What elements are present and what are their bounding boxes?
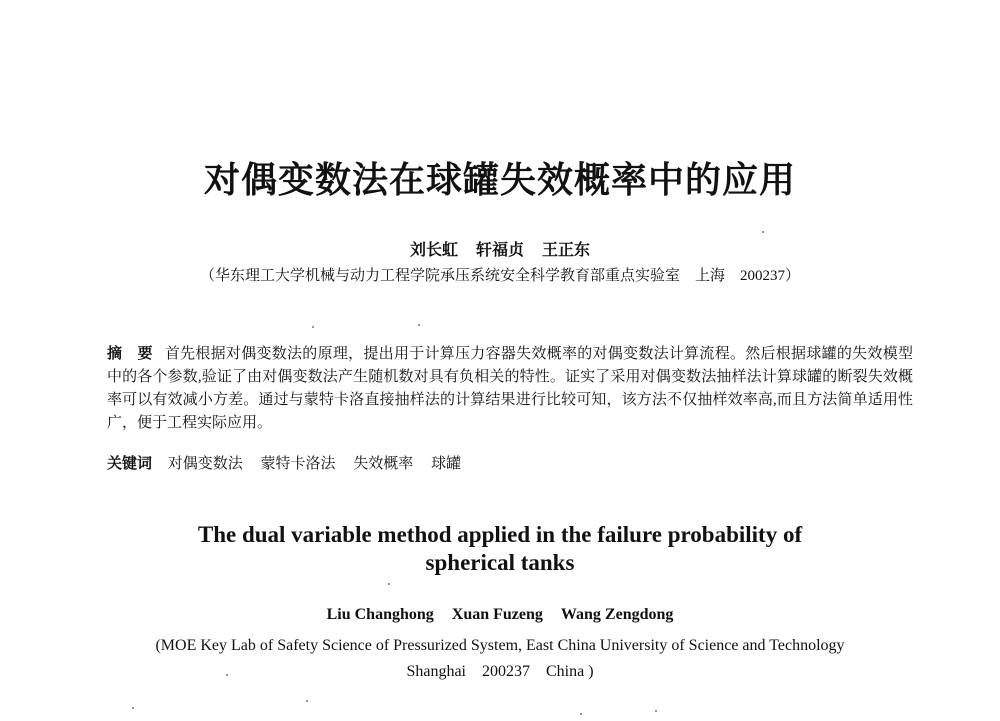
english-affiliation-line-1: (MOE Key Lab of Safety Science of Pressurized System, East China University of Science and Technology: [155, 637, 845, 654]
english-title-line-1: The dual variable method applied in the failure probability of: [197, 522, 803, 547]
keyword-3: 失效概率: [353, 456, 414, 472]
english-authors: [0, 604, 1000, 626]
chinese-abstract: [107, 343, 913, 435]
chinese-title: 对偶变数法在球罐失效概率中的应用: [203, 160, 796, 200]
author-en-3: Wang Zengdong: [560, 606, 674, 623]
scan-speck: [388, 583, 390, 585]
chinese-affiliation: （华东理工大学机械与动力工程学院承压系统安全科学教育部重点实验室 上海 200237）: [199, 268, 800, 284]
author-cn-2: 轩福贞: [475, 242, 524, 259]
english-title: [0, 521, 1000, 577]
scan-speck: [418, 324, 420, 326]
keywords-label: 关键词: [107, 456, 153, 472]
keyword-4: 球罐: [431, 456, 462, 472]
scan-speck: [580, 713, 582, 715]
author-cn-1: 刘长虹: [409, 242, 458, 259]
chinese-authors: [0, 240, 1000, 262]
chinese-keywords: [107, 453, 913, 476]
scan-speck: [306, 700, 308, 702]
english-affiliation-line-2: Shanghai 200237 China ): [406, 663, 594, 680]
keyword-1: 对偶变数法: [167, 456, 243, 472]
keyword-2: 蒙特卡洛法: [260, 456, 336, 472]
scan-speck: [226, 674, 228, 676]
scan-speck: [312, 326, 314, 328]
scan-speck: [132, 707, 134, 709]
abstract-text: 首先根据对偶变数法的原理，提出用于计算压力容器失效概率的对偶变数法计算流程。然后根据球罐的失效模型中的各个参数,验证了由对偶变数法产生随机数对具有负相关的特性。证实了采用对偶变数法抽样法计算球罐的断裂失效概率可以有效减小方差。通过与蒙特卡洛直接抽样法的计算结果进行比较可知，该方法不仅抽样效率高,而且方法简单适用性广，便于工程实际应用。: [107, 346, 913, 431]
scan-speck: [655, 710, 657, 712]
author-en-1: Liu Changhong: [326, 606, 434, 623]
abstract-label: 摘 要: [107, 346, 153, 362]
scan-speck: [762, 231, 764, 233]
english-title-line-2: spherical tanks: [425, 550, 575, 575]
author-en-2: Xuan Fuzeng: [451, 606, 543, 623]
english-affiliation: [0, 633, 1000, 685]
author-cn-3: 王正东: [542, 242, 591, 259]
